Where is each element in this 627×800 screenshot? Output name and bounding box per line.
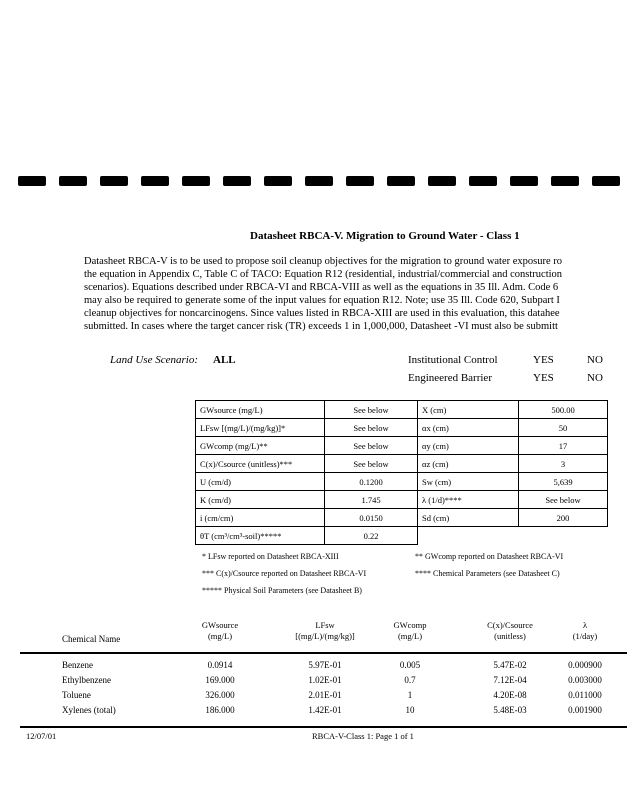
col-header: C(x)/Csource: [487, 620, 533, 630]
param-value: 0.22: [325, 527, 418, 545]
param-value: 200: [519, 509, 608, 527]
col-header-unit: (mg/L): [397, 631, 423, 641]
col-header-unit: (1/day): [572, 631, 598, 641]
dash-segment: [551, 176, 579, 186]
cell: 5.48E-03: [493, 705, 527, 715]
engineered-no: NO: [587, 372, 603, 384]
cell: 1: [407, 690, 413, 700]
param-label: [418, 527, 519, 545]
param-value: See below: [325, 455, 418, 473]
col-header: LFsw: [315, 620, 335, 630]
col-header-unit: [(mg/L)/(mg/kg)]: [295, 631, 355, 641]
dash-segment: [510, 176, 538, 186]
dash-segment: [223, 176, 251, 186]
table-row: [196, 509, 608, 527]
page-title: Datasheet RBCA-V. Migration to Ground Water - Class 1: [250, 230, 520, 242]
intro-line: Datasheet RBCA-V is to be used to propose soil cleanup objectives for the migration to ground water exposure ro: [84, 256, 563, 267]
cell: 10: [405, 705, 415, 715]
col-header-unit: (mg/L): [207, 631, 233, 641]
dash-segment: [305, 176, 333, 186]
dash-segment: [346, 176, 374, 186]
intro-line: cleanup objectives for noncarcinogens. Since values listed in RBCA-XIII are used in this evaluation, this datahee: [84, 308, 560, 319]
cell: 0.003000: [568, 675, 602, 685]
cell: 0.0914: [207, 660, 233, 670]
intro-line: the equation in Appendix C, Table C of TACO: Equation R12 (residential, industrial/commercial and construction: [84, 269, 563, 280]
param-label: Sw (cm): [418, 473, 519, 491]
engineered-yes: YES: [533, 372, 554, 384]
intro-line: submitted. In cases where the target cancer risk (TR) exceeds 1 in 1,000,000, Datasheet -VI must also be submitt: [84, 321, 558, 332]
param-label: X (cm): [418, 401, 519, 419]
table-row: [196, 527, 608, 545]
chemical-name: Benzene: [62, 660, 93, 670]
param-value: See below: [325, 401, 418, 419]
param-value: 5,639: [519, 473, 608, 491]
cell: 0.7: [404, 675, 416, 685]
land-use-label: Land Use Scenario:: [110, 354, 198, 366]
param-value: 0.1200: [325, 473, 418, 491]
cell: 1.02E-01: [308, 675, 342, 685]
institutional-yes: YES: [533, 354, 554, 366]
footnote: *** C(x)/Csource reported on Datasheet RBCA-VI: [202, 569, 367, 578]
col-header: λ: [582, 620, 588, 630]
param-label: GWsource (mg/L): [196, 401, 325, 419]
param-value: See below: [325, 419, 418, 437]
institutional-no: NO: [587, 354, 603, 366]
cell: 326.000: [205, 690, 235, 700]
dash-segment: [264, 176, 292, 186]
cell: 1.42E-01: [308, 705, 342, 715]
param-value: 3: [519, 455, 608, 473]
dash-segment: [100, 176, 128, 186]
intro-line: scenarios). Equations described under RBCA-VI and RBCA-VIII as well as the equations in 35 Ill. Adm. Code 6: [84, 282, 559, 293]
param-value: 0.0150: [325, 509, 418, 527]
param-label: αz (cm): [418, 455, 519, 473]
cell: 0.000900: [568, 660, 602, 670]
param-label: K (cm/d): [196, 491, 325, 509]
cell: 7.12E-04: [493, 675, 527, 685]
cell: 186.000: [205, 705, 235, 715]
intro-line: may also be required to generate some of the input values for equation R12. Note; use 35 Ill. Code 620, Subpart I: [84, 295, 560, 306]
land-use-value: ALL: [213, 354, 236, 366]
footer-page: RBCA-V-Class 1: Page 1 of 1: [312, 731, 414, 741]
dash-segment: [141, 176, 169, 186]
dash-segment: [18, 176, 46, 186]
param-label: Sd (cm): [418, 509, 519, 527]
dash-segment: [428, 176, 456, 186]
param-value: 1.745: [325, 491, 418, 509]
chemical-name: Toluene: [62, 690, 91, 700]
cell: 169.000: [205, 675, 235, 685]
cell: 5.47E-02: [493, 660, 527, 670]
param-label: λ (1/d)****: [418, 491, 519, 509]
cell: 0.001900: [568, 705, 602, 715]
footnote: **** Chemical Parameters (see Datasheet C): [415, 569, 560, 578]
param-label: LFsw [(mg/L)/(mg/kg)]*: [196, 419, 325, 437]
col-header: GWcomp: [393, 620, 427, 630]
param-label: C(x)/Csource (unitless)***: [196, 455, 325, 473]
engineered-barrier-label: Engineered Barrier: [408, 372, 492, 384]
footnote: ***** Physical Soil Parameters (see Datasheet B): [202, 586, 362, 595]
param-value: See below: [519, 491, 608, 509]
cell: 2.01E-01: [308, 690, 342, 700]
table-row: [196, 419, 608, 437]
table-rule: [20, 652, 627, 654]
param-value: [519, 527, 608, 545]
footer-date: 12/07/01: [26, 731, 57, 741]
table-row: [196, 401, 608, 419]
table-row: [196, 473, 608, 491]
parameter-table: [195, 400, 608, 545]
chemical-name-header: Chemical Name: [62, 634, 121, 644]
cell: 0.005: [399, 660, 421, 670]
dash-segment: [182, 176, 210, 186]
chemical-name: Xylenes (total): [62, 705, 116, 715]
table-row: [196, 455, 608, 473]
param-label: αy (cm): [418, 437, 519, 455]
param-label: θT (cm³/cm³-soil)*****: [196, 527, 325, 545]
chemical-name: Ethylbenzene: [62, 675, 111, 685]
table-row: [196, 437, 608, 455]
param-label: i (cm/cm): [196, 509, 325, 527]
dash-segment: [387, 176, 415, 186]
table-rule: [20, 726, 627, 728]
dash-segment: [469, 176, 497, 186]
param-label: GWcomp (mg/L)**: [196, 437, 325, 455]
param-label: U (cm/d): [196, 473, 325, 491]
footnote: * LFsw reported on Datasheet RBCA-XIII: [202, 552, 339, 561]
cell: 5.97E-01: [308, 660, 342, 670]
cell: 4.20E-08: [493, 690, 527, 700]
param-label: αx (cm): [418, 419, 519, 437]
cell: 0.011000: [568, 690, 602, 700]
dash-segment: [59, 176, 87, 186]
table-row: [196, 491, 608, 509]
param-value: 50: [519, 419, 608, 437]
col-header-unit: (unitless): [494, 631, 526, 641]
footnote: ** GWcomp reported on Datasheet RBCA-VI: [415, 552, 564, 561]
institutional-control-label: Institutional Control: [408, 354, 498, 366]
dash-segment: [592, 176, 620, 186]
param-value: 500.00: [519, 401, 608, 419]
param-value: 17: [519, 437, 608, 455]
param-value: See below: [325, 437, 418, 455]
col-header: GWsource: [201, 620, 239, 630]
